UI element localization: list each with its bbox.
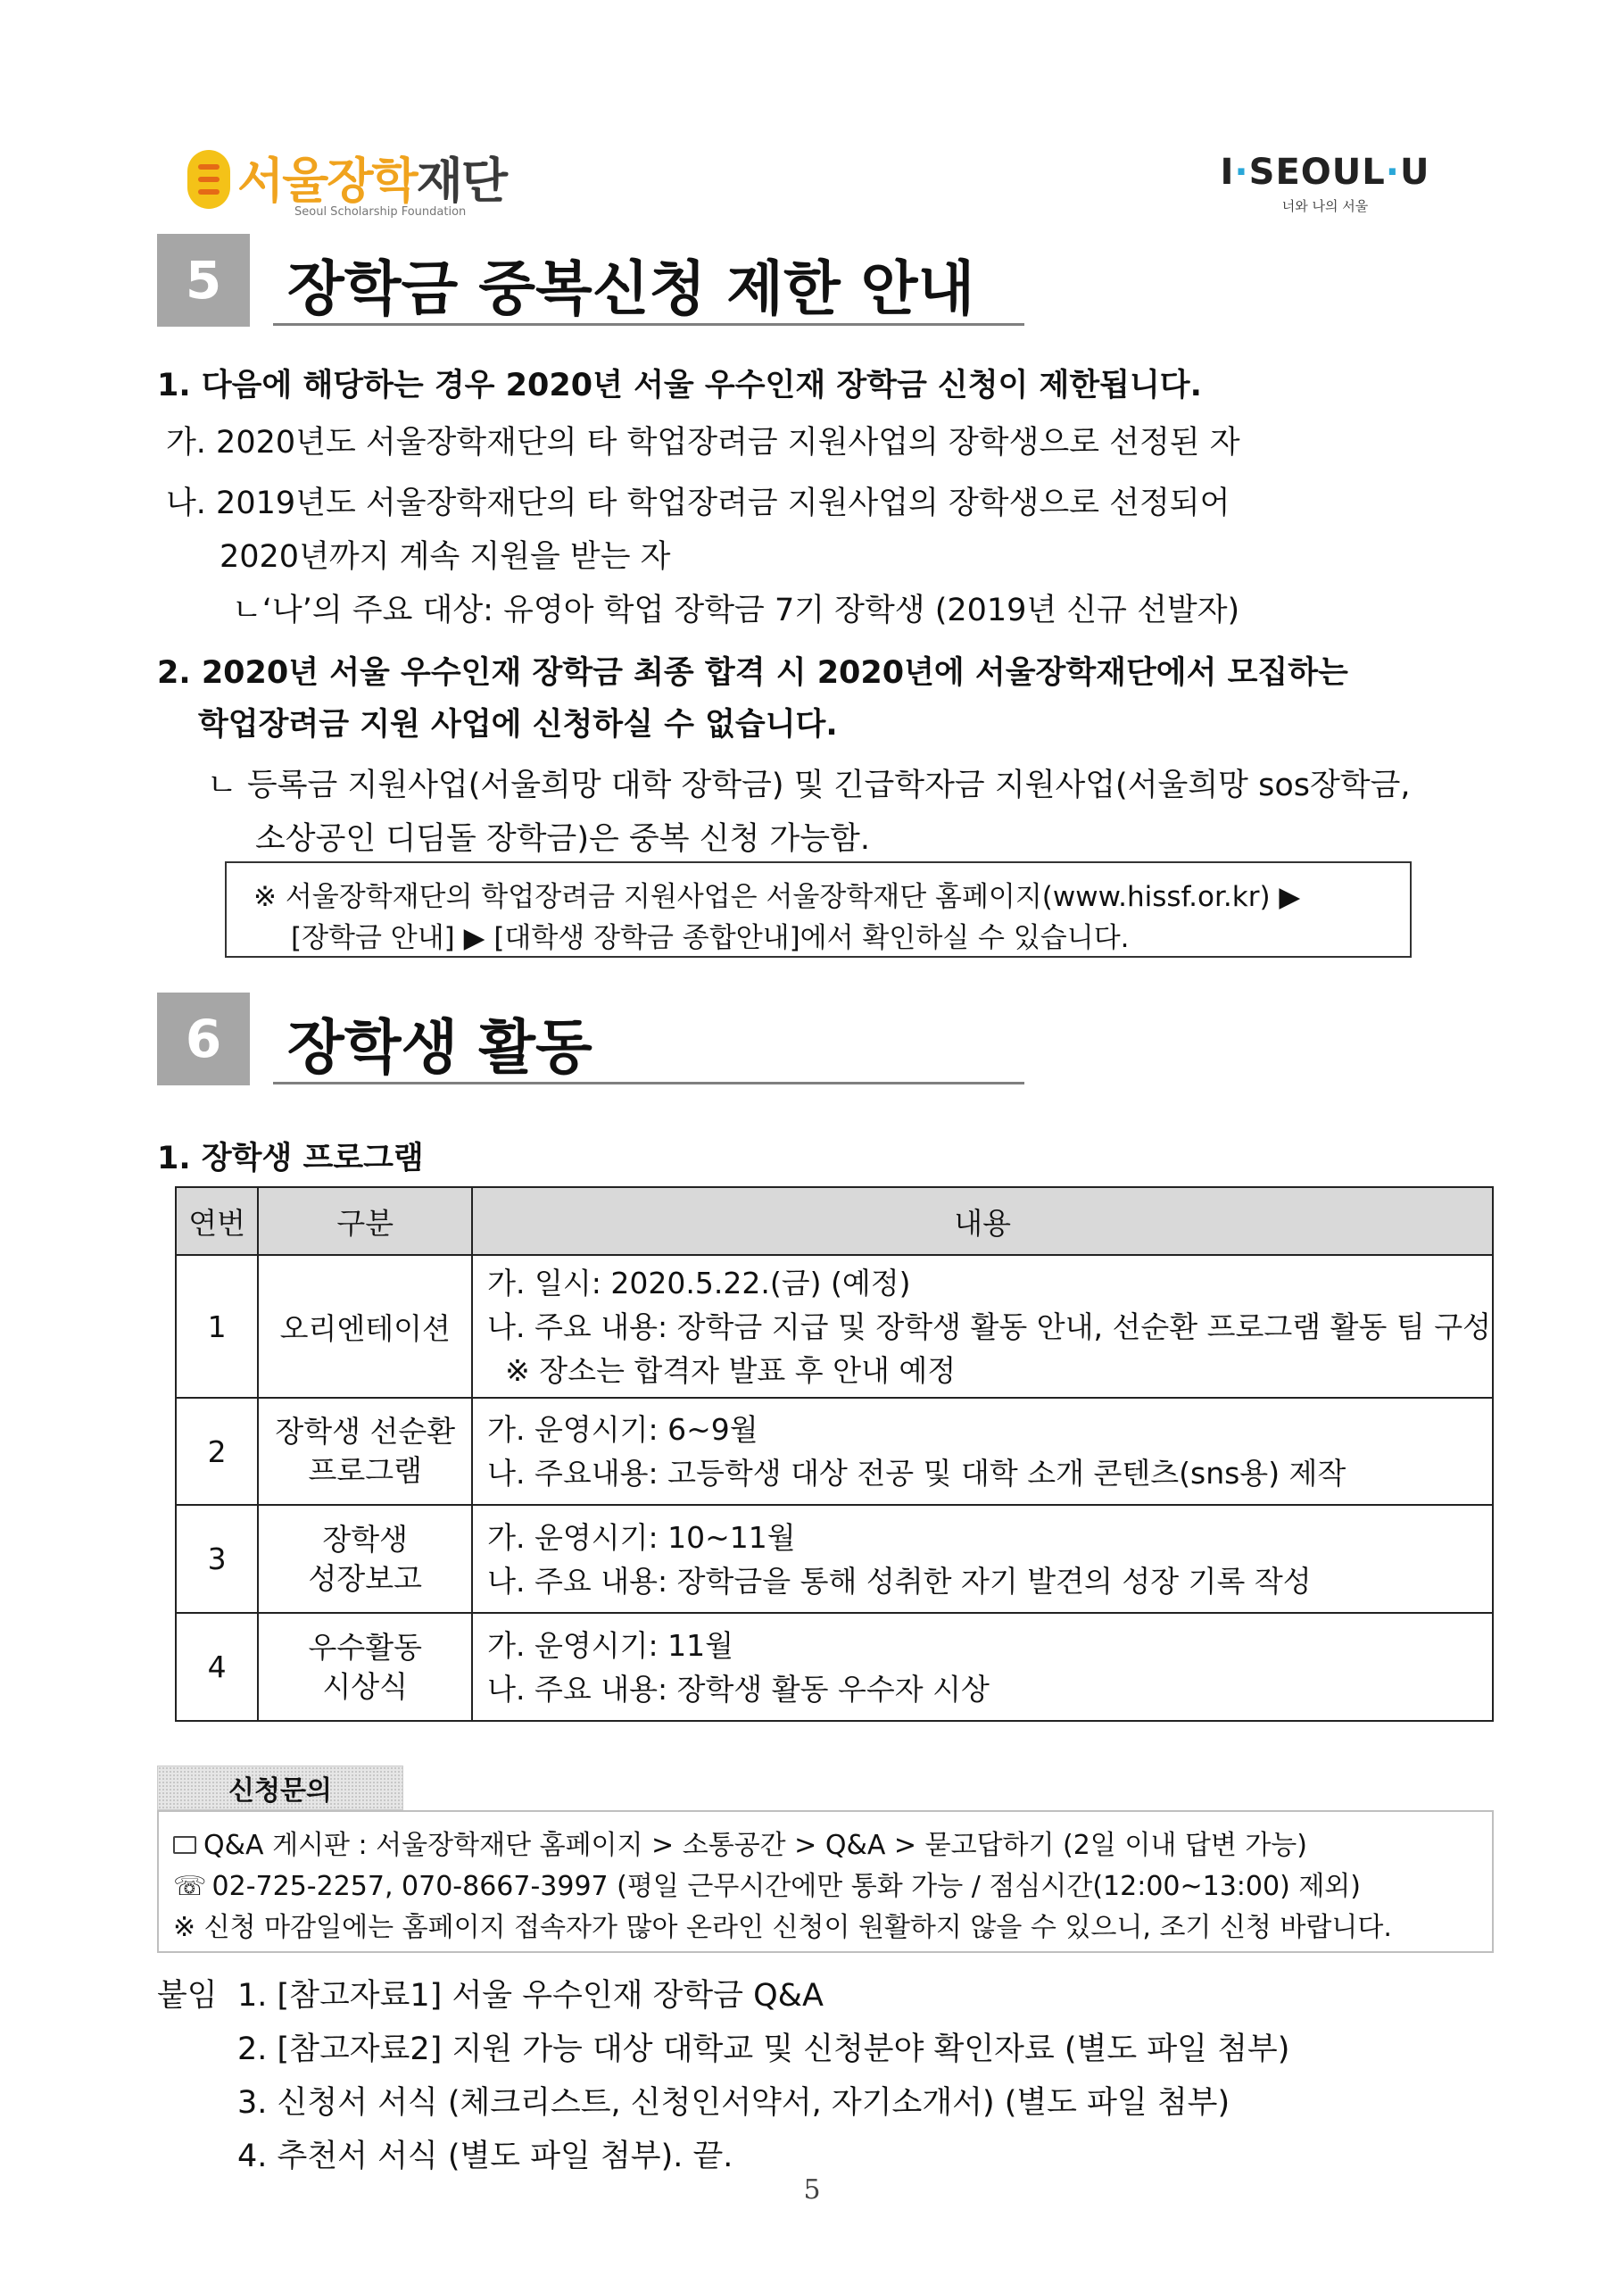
- logo-right-text: I·SEOUL·U: [1220, 152, 1430, 193]
- note-line-2: [장학금 안내] ▶ [대학생 장학금 종합안내]에서 확인하실 수 있습니다.: [291, 922, 1130, 954]
- content-line: 나. 주요 내용: 장학생 활동 우수자 시상: [487, 1671, 990, 1707]
- section5-item1-b3: ㄴ‘나’의 주요 대상: 유영아 학업 장학금 7기 장학생 (2019년 신규 선발자): [232, 593, 1240, 628]
- section5-title: 장학금 중복신청 제한 안내: [287, 254, 975, 323]
- attachment-item-3: 3. 신청서 서식 (체크리스트, 신청인서약서, 자기소개서) (별도 파일 첨부): [237, 2085, 1230, 2121]
- section6-sub-heading: 1. 장학생 프로그램: [157, 1141, 424, 1176]
- logo-left-text: 서울장학재단: [237, 153, 506, 209]
- program-table: [175, 1186, 1494, 1722]
- section5-item1-b2: 2020년까지 계속 지원을 받는 자: [220, 539, 671, 575]
- row-category: 장학생 선순환 프로그램: [258, 1398, 472, 1505]
- section6-number: 6: [157, 993, 250, 1085]
- row-category: 우수활동 시상식: [258, 1613, 472, 1721]
- section5-item1-heading: 1. 다음에 해당하는 경우 2020년 서울 우수인재 장학금 신청이 제한됩니다.: [157, 368, 1202, 403]
- row-content: [472, 1505, 1493, 1613]
- row-content: [472, 1613, 1493, 1721]
- row-category: 장학생 성장보고: [258, 1505, 472, 1613]
- note-line-1: ※ 서울장학재단의 학업장려금 지원사업은 서울장학재단 홈페이지(www.hissf.or.kr) ▶: [253, 881, 1301, 913]
- header-no: 연번: [176, 1187, 258, 1255]
- section5-note-box: [225, 861, 1412, 958]
- row-content: [472, 1255, 1493, 1398]
- section5-number: 5: [157, 234, 250, 327]
- section6-underline: [273, 1082, 1024, 1084]
- computer-icon: [173, 1836, 196, 1854]
- section5-item2-sub1: ㄴ 등록금 지원사업(서울희망 대학 장학금) 및 긴급학자금 지원사업(서울희망 sos장학금,: [207, 768, 1411, 803]
- row-category: 오리엔테이션: [258, 1255, 472, 1398]
- seoul-scholarship-logo: [187, 143, 509, 223]
- section5-item1-a: 가. 2020년도 서울장학재단의 타 학업장려금 지원사업의 장학생으로 선정된 자: [166, 425, 1240, 461]
- section6-title: 장학생 활동: [287, 1013, 592, 1082]
- inquiry-phone-line: ☏ 02-725-2257, 070-8667-3997 (평일 근무시간에만 통화 가능 / 점심시간(12:00~13:00) 제외): [173, 1871, 1361, 1902]
- table-header-row: [176, 1187, 1493, 1255]
- content-line: ※ 장소는 합격자 발표 후 안내 예정: [505, 1352, 957, 1388]
- inquiry-box: [157, 1810, 1494, 1953]
- header-content: 내용: [472, 1187, 1493, 1255]
- content-line: 나. 주요 내용: 장학금 지급 및 장학생 활동 안내, 선순환 프로그램 활동 팀 구성: [487, 1309, 1491, 1344]
- logo-right-subtext: 너와 나의 서울: [1281, 198, 1369, 214]
- content-line: 나. 주요 내용: 장학금을 통해 성취한 자기 발견의 성장 기록 작성: [487, 1563, 1312, 1599]
- attachment-item-2: 2. [참고자료2] 지원 가능 대상 대학교 및 신청분야 확인자료 (별도 파일 첨부): [237, 2032, 1290, 2067]
- content-line: 가. 일시: 2020.5.22.(금) (예정): [487, 1265, 911, 1300]
- content-line: 가. 운영시기: 11월: [487, 1627, 734, 1663]
- inquiry-note-line: ※ 신청 마감일에는 홈페이지 접속자가 많아 온라인 신청이 원활하지 않을 수 있으니, 조기 신청 바랍니다.: [173, 1912, 1392, 1943]
- logo-emblem-icon: [187, 150, 230, 209]
- inquiry-qa-line: Q&A 게시판 : 서울장학재단 홈페이지 > 소통공간 > Q&A > 묻고답하기 (2일 이내 답변 가능): [173, 1823, 1307, 1862]
- page-number: 5: [803, 2174, 821, 2206]
- content-line: 가. 운영시기: 10~11월: [487, 1519, 796, 1555]
- header-category: 구분: [258, 1187, 472, 1255]
- logo-left-subtext: Seoul Scholarship Foundation: [294, 205, 467, 219]
- row-no: 1: [176, 1255, 258, 1398]
- section5-item2-heading1: 2. 2020년 서울 우수인재 장학금 최종 합격 시 2020년에 서울장학재단에서 모집하는: [157, 655, 1348, 691]
- content-line: 가. 운영시기: 6~9월: [487, 1412, 758, 1447]
- row-no: 2: [176, 1398, 258, 1505]
- table-row: [176, 1398, 1493, 1505]
- table-row: [176, 1613, 1493, 1721]
- phone-icon: ☏: [173, 1871, 207, 1902]
- section5-item2-sub2: 소상공인 디딤돌 장학금)은 중복 신청 가능함.: [255, 821, 870, 857]
- row-no: 3: [176, 1505, 258, 1613]
- inquiry-tab: 신청문의: [157, 1766, 403, 1810]
- section5-item1-b1: 나. 2019년도 서울장학재단의 타 학업장려금 지원사업의 장학생으로 선정되어: [166, 486, 1230, 521]
- i-seoul-u-logo: [1209, 152, 1441, 223]
- row-content: [472, 1398, 1493, 1505]
- table-row: [176, 1505, 1493, 1613]
- content-line: 나. 주요내용: 고등학생 대상 전공 및 대학 소개 콘텐츠(sns용) 제작: [487, 1456, 1346, 1491]
- table-row: [176, 1255, 1493, 1398]
- row-no: 4: [176, 1613, 258, 1721]
- section5-item2-heading2: 학업장려금 지원 사업에 신청하실 수 없습니다.: [198, 707, 838, 743]
- section5-underline: [273, 323, 1024, 326]
- attachment-item-4: 4. 추천서 서식 (별도 파일 첨부). 끝.: [237, 2139, 733, 2174]
- attachments-label: 붙임: [157, 1978, 218, 2014]
- attachment-item-1: 1. [참고자료1] 서울 우수인재 장학금 Q&A: [237, 1978, 824, 2014]
